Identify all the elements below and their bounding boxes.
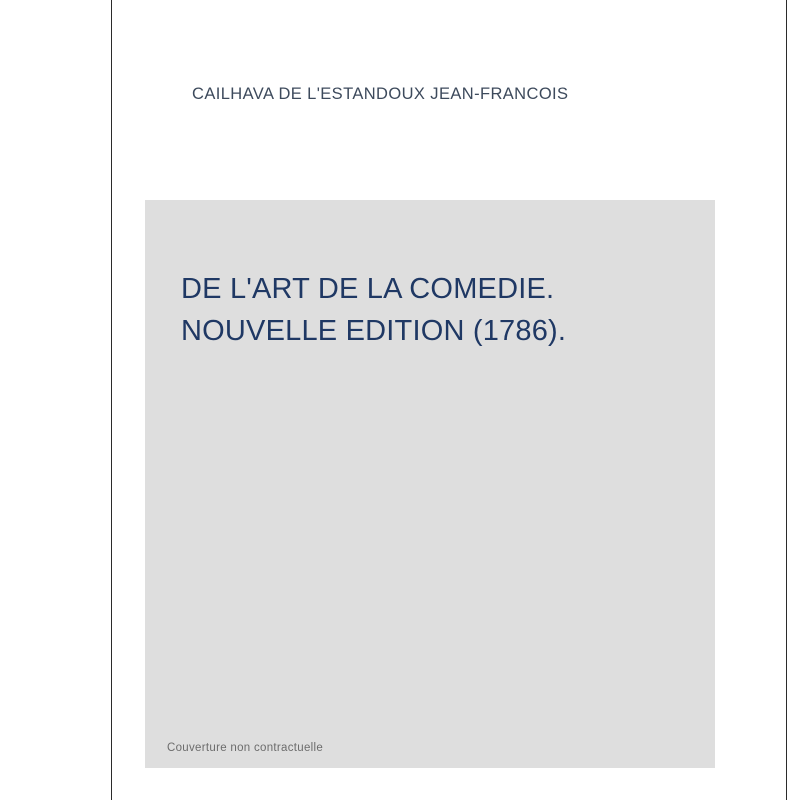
book-title bbox=[181, 268, 681, 352]
cover-disclaimer: Couverture non contractuelle bbox=[167, 742, 324, 754]
book-title-line-1: DE L'ART DE LA COMEDIE. bbox=[181, 273, 555, 305]
book-cover-sheet bbox=[111, 0, 787, 800]
cover-art-panel bbox=[145, 200, 715, 768]
author-name: CAILHAVA DE L'ESTANDOUX JEAN-FRANCOIS bbox=[192, 85, 569, 103]
book-title-line-2: NOUVELLE EDITION (1786). bbox=[181, 315, 567, 348]
